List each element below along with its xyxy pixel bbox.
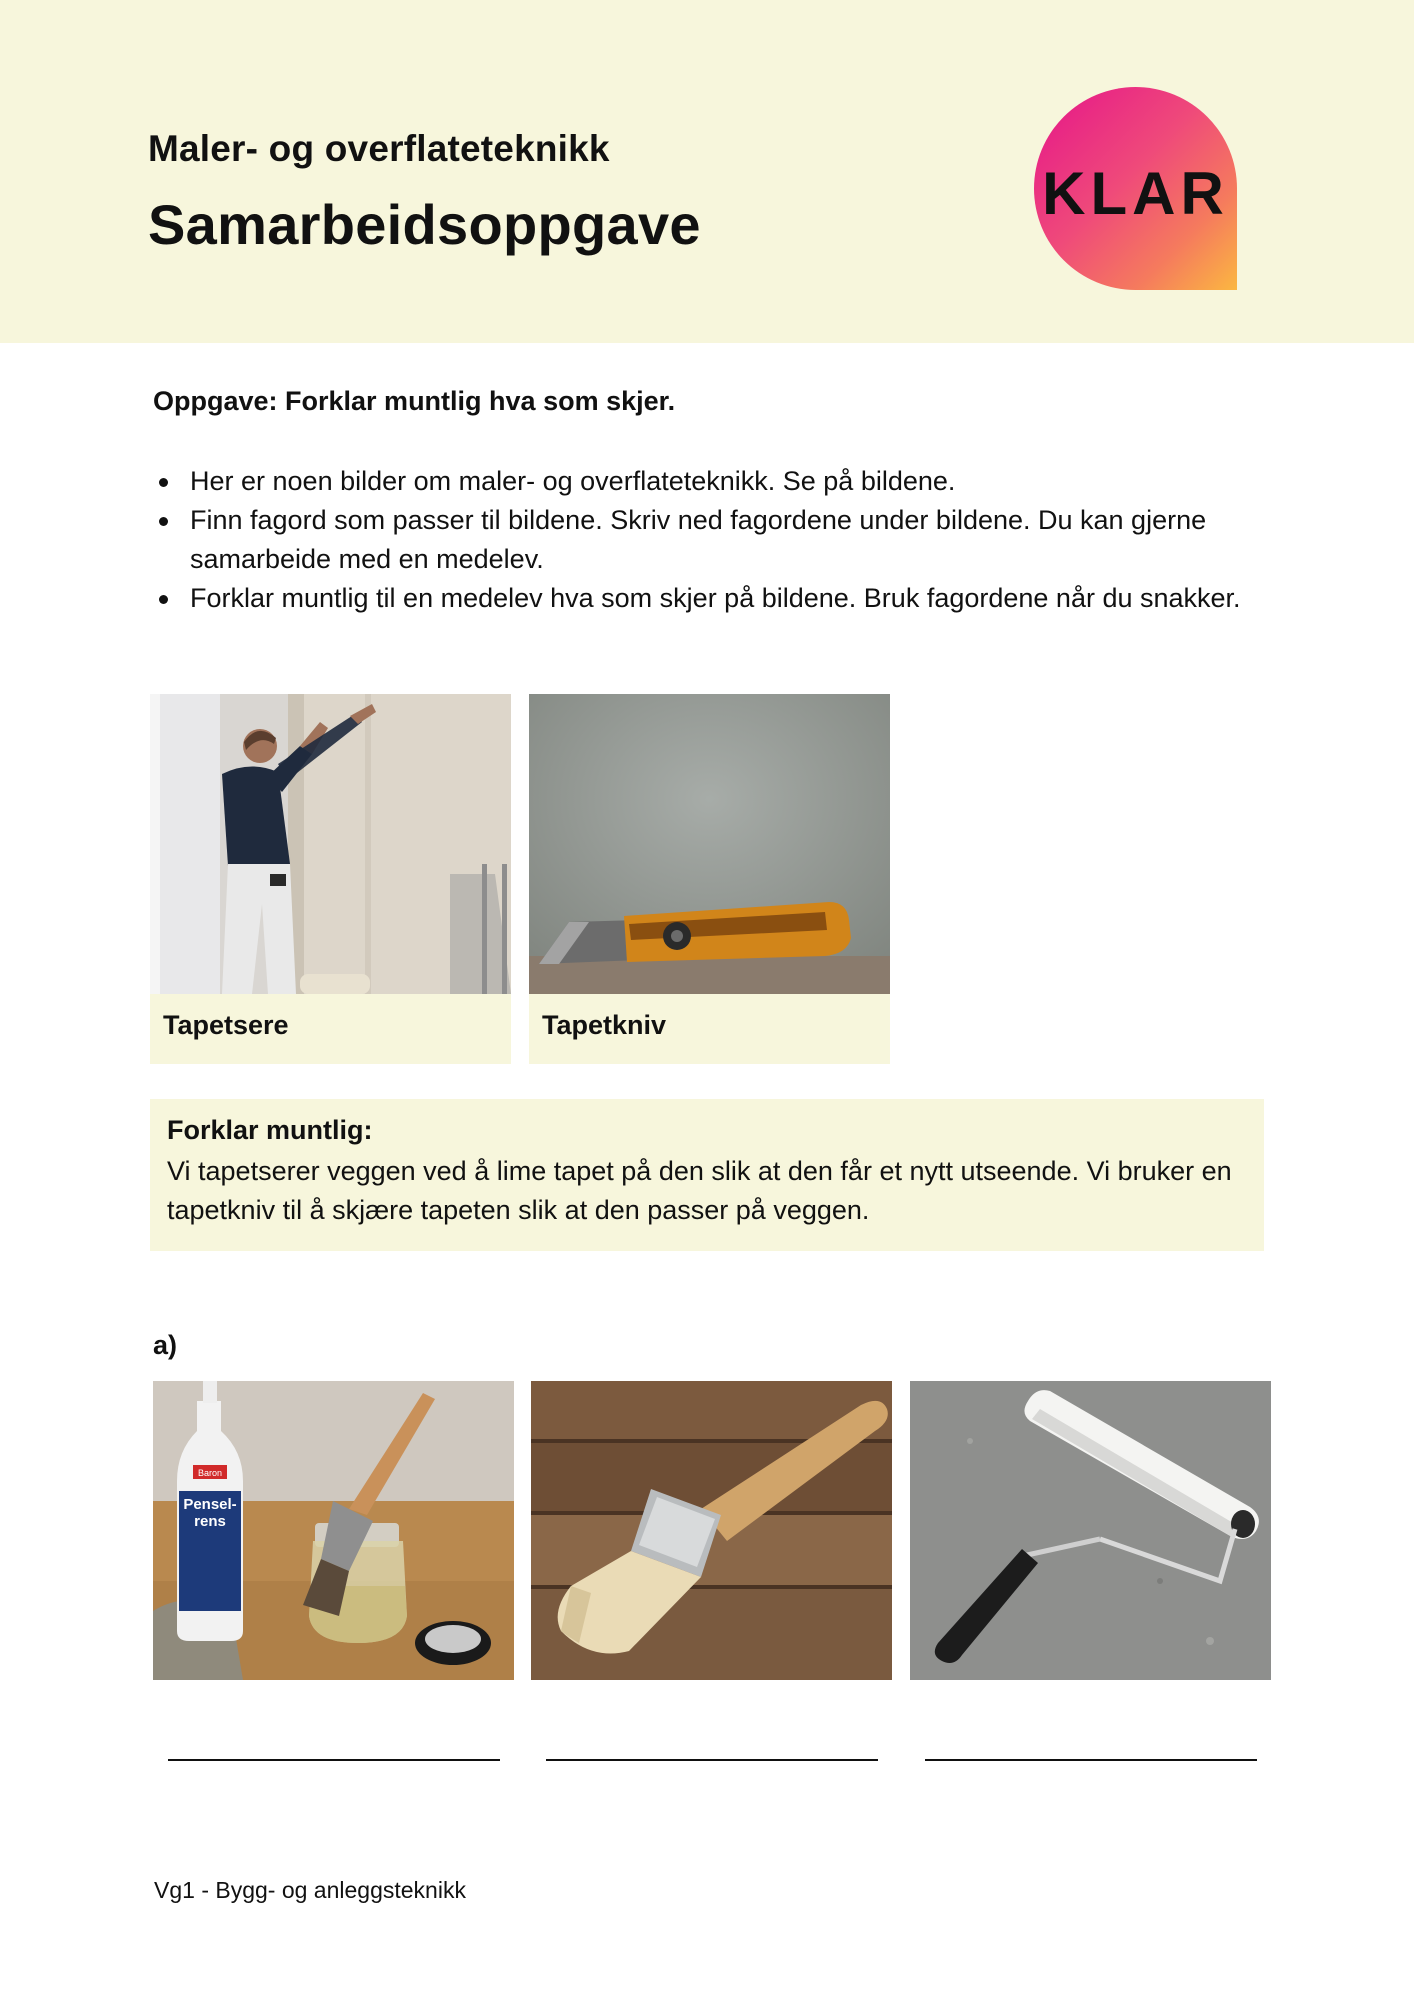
wallpapering-photo (150, 694, 511, 994)
task-image-paint-brush (531, 1381, 892, 1680)
task-instructions (153, 462, 1253, 618)
utility-knife-photo (529, 694, 890, 994)
brush-cleaner-photo (153, 1381, 514, 1680)
part-a-label: a) (153, 1330, 178, 1360)
instruction-item: Forklar muntlig til en medelev hva som skjer på bildene. Bruk fagordene når du snakker. (153, 579, 1253, 618)
klar-logo (1034, 87, 1237, 290)
task-image-brush-cleaner (153, 1381, 514, 1680)
bottle-label-line1: Pensel- (183, 1496, 237, 1513)
paint-brush-photo (531, 1381, 892, 1680)
header-band (0, 0, 1414, 343)
logo-text: KLAR (1042, 160, 1229, 227)
paint-roller-photo (910, 1381, 1271, 1680)
bottle-brand-text: Baron (197, 1468, 223, 1478)
task-image-paint-roller (910, 1381, 1271, 1680)
footer-text: Vg1 - Bygg- og anleggsteknikk (154, 1877, 466, 1903)
subject-heading: Maler- og overflateteknikk (148, 128, 610, 169)
answer-line[interactable] (168, 1759, 500, 1761)
task-heading: Oppgave: Forklar muntlig hva som skjer. (153, 386, 676, 416)
example-label: Tapetkniv (542, 1010, 667, 1040)
explanation-text: Vi tapetserer veggen ved å lime tapet på den slik at den får et nytt utseende. Vi bruker en tapetkniv til å skjære tapeten slik at den passer på veggen. (167, 1156, 1232, 1225)
instruction-item: Finn fagord som passer til bildene. Skriv ned fagordene under bildene. Du kan gjerne samarbeide med en medelev. (153, 501, 1253, 579)
instruction-item: Her er noen bilder om maler- og overflateteknikk. Se på bildene. (153, 462, 1253, 501)
example-label: Tapetsere (163, 1010, 289, 1040)
answer-line[interactable] (925, 1759, 1257, 1761)
explanation-heading: Forklar muntlig: (167, 1115, 373, 1145)
bottle-label-line2: rens (194, 1513, 226, 1530)
example-card-wallpapering (150, 694, 511, 1064)
page-title: Samarbeidsoppgave (148, 193, 701, 256)
answer-line[interactable] (546, 1759, 878, 1761)
example-card-utility-knife (529, 694, 890, 1064)
explanation-box (150, 1099, 1264, 1251)
